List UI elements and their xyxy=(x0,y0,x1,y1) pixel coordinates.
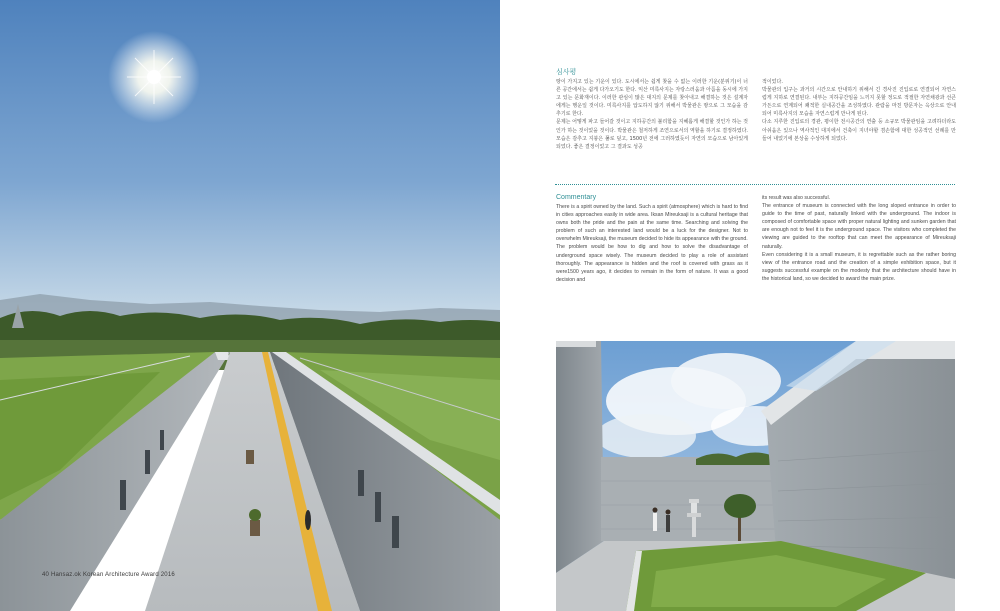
sunken-garden-photo xyxy=(556,341,955,611)
english-paragraph: its result was also successful. xyxy=(762,195,831,201)
korean-paragraph: 땅이 가지고 있는 기운이 있다. 도시에서는 쉽게 찾을 수 없는 이러한 기운(분위기)이 너른 공간에서는 쉽게 다가오기도 한다. 익산 미륵사지는 자랑스러움과 아픔을 동시에 가지고 있는 문화재이다. 이러한 관심이 많은 대지의 문제를 찾아내고 해결하는 것은 설계자에게는 행운일 것이다. 미륵사지를 압도하지 않기 위해서 박물관은 땅으로 그 모습을 감추기로 한다. xyxy=(556,79,748,118)
commentary-heading: Commentary xyxy=(556,194,597,201)
korean-text-right xyxy=(762,78,956,143)
english-paragraph: The entrance of museum is connected with the long sloped entrance in order to guide to the time of past, naturally linked with the underground. The indoor is composed of comfortable space with proper natural lighting and sunken garden that are enough not to feel it is the underground space. The visitors who completed the viewing are guided to the rooftop that can meet the appearance of Mireuksaji naturally. xyxy=(762,203,956,250)
english-paragraph: The problem would be how to dig and how to solve the disadvantage of underground space wisely. The museum decided to play a role of assistant thoroughly. The appearance is hidden and the roof is covered with grass as it were1500 years ago, it decides to remain in the form of nature. It was a good decision and xyxy=(556,244,748,283)
korean-paragraph: 적이었다. xyxy=(762,79,783,85)
english-text-right xyxy=(762,194,956,283)
korean-paragraph: 다소 지루한 진입로의 경관, 평이한 전시공간의 연출 등 소규모 박물관임을 고려하더라도 아쉬움은 있으나 역사적인 대지에서 건축이 지녀야할 겸손함에 대한 성공적인 선례를 만들어 내었기에 본상을 수상하게 되었다. xyxy=(762,119,956,142)
korean-heading: 심사평 xyxy=(556,68,577,76)
korean-paragraph: 박물관의 입구는 과거의 시간으로 안내하기 위해서 긴 경사진 진입로로 연결되어 자연스럽게 지하로 연결된다. 내부는 지하공간임을 느끼지 못할 정도로 적절한 자연채광과 선큰 가든으로 연계되어 쾌적한 실내공간을 조성하였다. 관람을 마친 방문자는 옥상으로 안내되어 미륵사지의 모습을 자연스럽게 만나게 된다. xyxy=(762,87,956,118)
section-divider xyxy=(555,184,955,185)
korean-paragraph: 문제는 어떻게 파고 들어갈 것이고 지하공간의 불리함을 지혜롭게 해결할 것인가 하는 것인가 하는 것이었을 것이다. 박물관은 철저하게 조연으로서의 역할을 하기로 결정하였다. 모습은 감추고 지붕은 풀로 덮고, 1500년 전에 그러하였듯이 자연의 모습으로 남아있게 되었다. 좋은 결정이었고 그 결과도 성공 xyxy=(556,119,748,150)
english-paragraph: There is a spirit owned by the land. Such a spirit (atmosphere) which is hard to find in cities approaches easily in wide area. Iksan Mireuksaji is a cultural heritage that owns both the pride and the pain at the same time. Searching and solving the problem of such an interested land would be a luck for the designer. Not to overwhelm Mireuksaji, the museum decided to hide its appearance with the ground. xyxy=(556,204,748,243)
page-folio: 40 Hansaz.ok Korean Architecture Award 2016 xyxy=(42,572,175,578)
english-paragraph: Even considering it is a small museum, it is regrettable such as the rather boring view of the entrance road and the creation of a simple exhibition space, but it suggests successful example on the modesty that the architecture should have in the historical land, so we decided to award the main prize. xyxy=(762,251,956,282)
korean-text-left xyxy=(556,78,748,151)
english-text-left xyxy=(556,203,748,284)
